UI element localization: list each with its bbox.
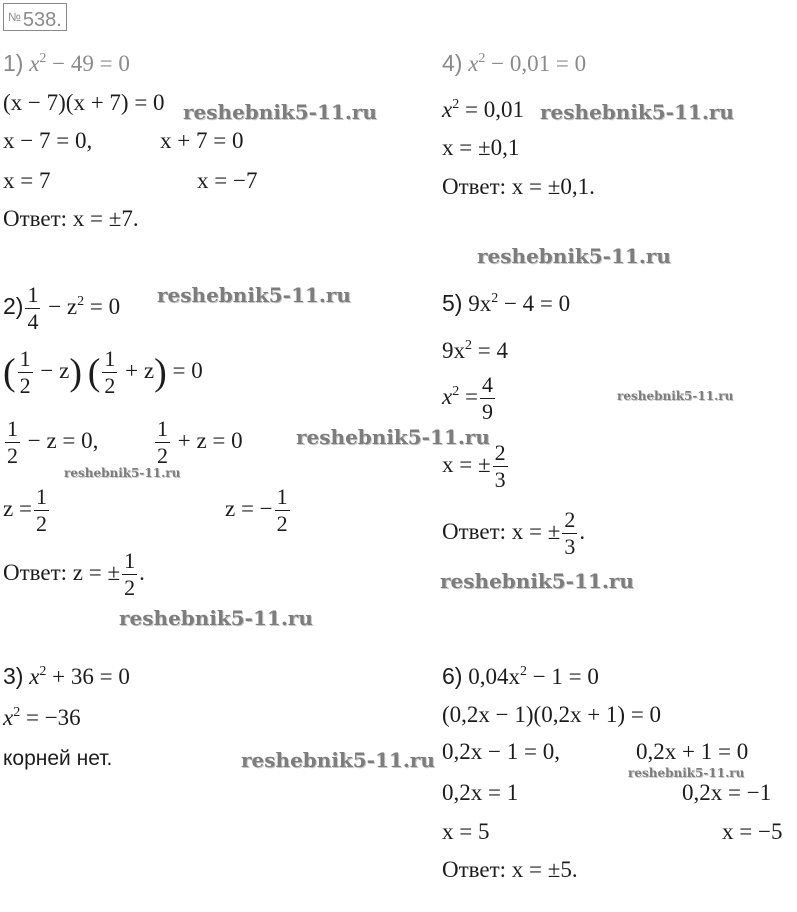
p2-root-left: z = $\frac{1}{2}$ <box>3 484 47 536</box>
watermark: reshebnik5-11.ru <box>617 389 734 403</box>
fraction: $\frac{1}{4}$ <box>27 282 39 334</box>
p2-case-right: $\frac{1}{2}$ + z = 0 <box>157 416 243 468</box>
fraction: $\frac{2}{3}$ <box>564 507 576 559</box>
watermark: reshebnik5-11.ru <box>477 244 671 268</box>
p6-root-left: x = 5 <box>442 819 490 844</box>
watermark: reshebnik5-11.ru <box>119 606 313 630</box>
p5-step1: $9x^2 = 4$ <box>442 338 508 363</box>
p6-root-right: x = −5 <box>722 819 783 844</box>
p4-step: $x^2 = 0,01$ <box>442 97 524 122</box>
p1-root-right: x = −7 <box>197 168 258 193</box>
p5-equation: 5) $9x^2 - 4 = 0$ <box>442 290 571 316</box>
p2-equation: 2) $\frac{1}{4}$ − $z^2 = 0$ <box>3 282 121 334</box>
p1-case-right: x + 7 = 0 <box>160 128 244 153</box>
p4-equation: 4) $x^2 - 0,01 = 0$ <box>442 50 587 76</box>
p6-step-right: 0,2x = −1 <box>682 780 772 805</box>
p3-no-roots: корней нет. <box>3 747 113 770</box>
p2-factored: ( $\frac{1}{2}$ − z) ( $\frac{1}{2}$ + z) = 0 <box>3 346 203 398</box>
fraction: $\frac{1}{2}$ <box>157 416 168 468</box>
fraction: $\frac{1}{2}$ <box>35 484 47 536</box>
p4-roots: x = ±0,1 <box>442 135 520 160</box>
p5-step2: $x^2$ = $\frac{4}{9}$ <box>442 372 493 424</box>
watermark: reshebnik5-11.ru <box>628 766 745 780</box>
p2-case-left: $\frac{1}{2}$ − z = 0, <box>7 416 99 468</box>
p6-factored: (0,2x − 1)(0,2x + 1) = 0 <box>442 702 662 727</box>
p1-case-left: x − 7 = 0, <box>3 128 93 153</box>
watermark: reshebnik5-11.ru <box>296 425 490 449</box>
fraction: $\frac{1}{2}$ <box>7 416 18 468</box>
p1-answer: Ответ: x = ±7. <box>3 206 139 231</box>
watermark: reshebnik5-11.ru <box>157 283 351 307</box>
fraction: $\frac{1}{2}$ <box>124 548 136 600</box>
p6-case-right: 0,2x + 1 = 0 <box>636 739 749 764</box>
p3-step: $x^2 = -36$ <box>3 705 81 730</box>
p5-roots: x = ± $\frac{2}{3}$ <box>442 440 506 492</box>
p1-factored: (x − 7)(x + 7) = 0 <box>3 90 165 115</box>
problem-number: № 538. <box>3 3 67 31</box>
fraction: $\frac{1}{2}$ <box>104 346 116 398</box>
p1-root-left: x = 7 <box>3 168 51 193</box>
p2-answer: Ответ: z = ± $\frac{1}{2}$ . <box>3 548 145 600</box>
p6-step-left: 0,2x = 1 <box>442 780 519 805</box>
p6-answer: Ответ: x = ±5. <box>442 857 578 882</box>
p6-case-left: 0,2x − 1 = 0, <box>442 739 560 764</box>
watermark: reshebnik5-11.ru <box>440 569 634 593</box>
fraction: $\frac{1}{2}$ <box>276 484 288 536</box>
fraction: $\frac{1}{2}$ <box>19 346 31 398</box>
watermark: reshebnik5-11.ru <box>540 100 734 124</box>
p4-answer: Ответ: x = ±0,1. <box>442 174 595 199</box>
fraction: $\frac{4}{9}$ <box>481 372 493 424</box>
p2-root-right: z = − $\frac{1}{2}$ <box>225 484 288 536</box>
p5-answer: Ответ: x = ± $\frac{2}{3}$ . <box>442 507 586 559</box>
watermark: reshebnik5-11.ru <box>183 100 377 124</box>
p6-equation: 6) $0,04x^2 - 1 = 0$ <box>442 663 599 689</box>
p3-equation: 3) $x^2 + 36 = 0$ <box>3 663 130 689</box>
number-sign: № <box>8 10 21 24</box>
fraction: $\frac{2}{3}$ <box>494 440 506 492</box>
watermark: reshebnik5-11.ru <box>64 466 181 480</box>
watermark: reshebnik5-11.ru <box>241 748 435 772</box>
p1-equation: 1) $x^2 - 49 = 0$ <box>3 50 130 76</box>
